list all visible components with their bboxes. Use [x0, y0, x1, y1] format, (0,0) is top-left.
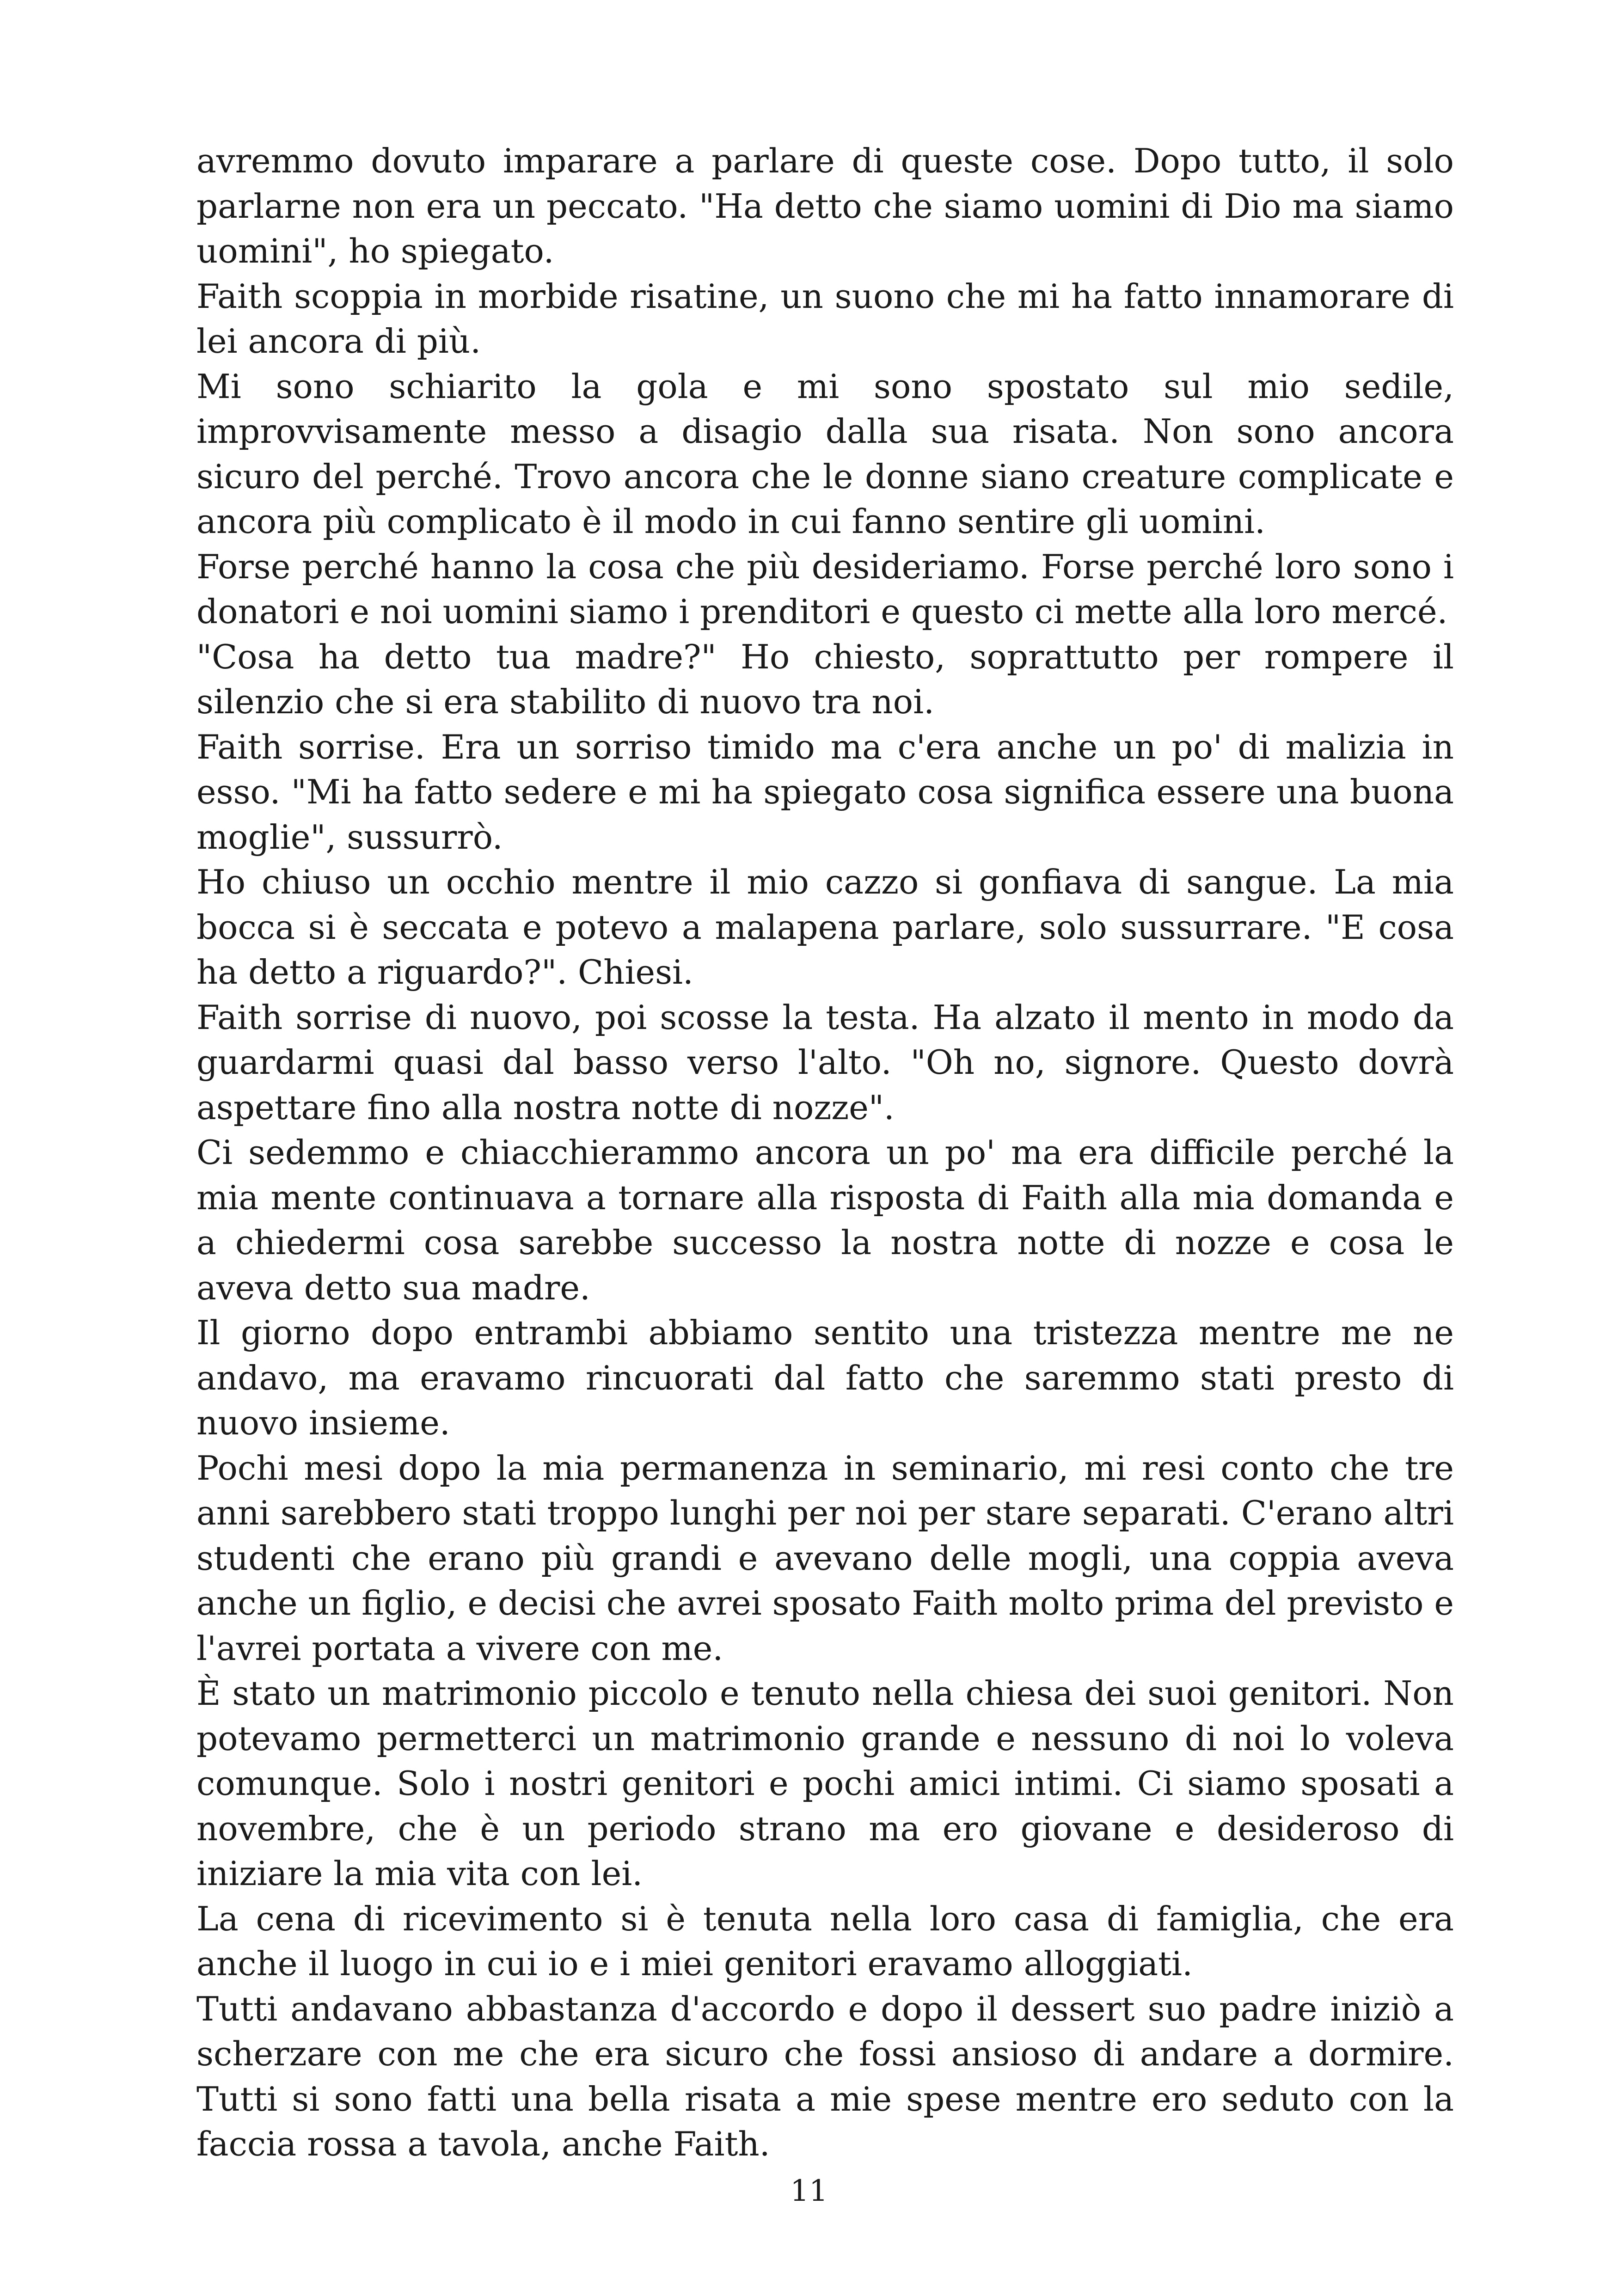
paragraph: "Cosa ha detto tua madre?" Ho chiesto, soprattutto per rompere il silenzio che si era stabilito di nuovo tra noi.: [196, 637, 1454, 721]
paragraph: Ci sedemmo e chiacchierammo ancora un po' ma era difficile perché la mia mente continuava a tornare alla risposta di Faith alla mia domanda e a chiedermi cosa sarebbe successo la nostra notte di nozze e cosa le aveva detto sua madre.: [196, 1133, 1454, 1307]
paragraph: Tutti andavano abbastanza d'accordo e dopo il dessert suo padre iniziò a scherzare con me che era sicuro che fossi ansioso di andare a dormire. Tutti si sono fatti una bella risata a mie spese mentre ero seduto con la faccia rossa a tavola, anche Faith.: [196, 1989, 1454, 2163]
paragraph: Forse perché hanno la cosa che più desideriamo. Forse perché loro sono i donatori e noi uomini siamo i prenditori e questo ci mette alla loro mercé.: [196, 547, 1454, 631]
paragraph: avremmo dovuto imparare a parlare di queste cose. Dopo tutto, il solo parlarne non era un peccato. "Ha detto che siamo uomini di Dio ma siamo uomini", ho spiegato.: [196, 141, 1454, 270]
page-number: 11: [790, 2174, 828, 2208]
paragraph: Pochi mesi dopo la mia permanenza in seminario, mi resi conto che tre anni sarebbero stati troppo lunghi per noi per stare separati. C'erano altri studenti che erano più grandi e avevano delle mogli, una coppia aveva anche un figlio, e decisi che avrei sposato Faith molto prima del previsto e l'avrei portata a vivere con me.: [196, 1448, 1454, 1668]
paragraph: Il giorno dopo entrambi abbiamo sentito una tristezza mentre me ne andavo, ma eravamo rincuorati dal fatto che saremmo stati presto di nuovo insieme.: [196, 1313, 1454, 1442]
paragraph: Faith sorrise di nuovo, poi scosse la testa. Ha alzato il mento in modo da guardarmi quasi dal basso verso l'alto. "Oh no, signore. Questo dovrà aspettare fino alla nostra notte di nozze".: [196, 998, 1454, 1127]
body-text: [196, 139, 1454, 2167]
paragraph: Ho chiuso un occhio mentre il mio cazzo si gonfiava di sangue. La mia bocca si è seccata e potevo a malapena parlare, solo sussurrare. "E cosa ha detto a riguardo?". Chiesi.: [196, 863, 1454, 992]
paragraph: La cena di ricevimento si è tenuta nella loro casa di famiglia, che era anche il luogo in cui io e i miei genitori eravamo alloggiati.: [196, 1899, 1454, 1983]
paragraph: Faith sorrise. Era un sorriso timido ma c'era anche un po' di malizia in esso. "Mi ha fatto sedere e mi ha spiegato cosa significa essere una buona moglie", sussurrò.: [196, 727, 1454, 857]
paragraph: Mi sono schiarito la gola e mi sono spostato sul mio sedile, improvvisamente messo a disagio dalla sua risata. Non sono ancora sicuro del perché. Trovo ancora che le donne siano creature complicate e ancora più complicato è il modo in cui fanno sentire gli uomini.: [196, 367, 1454, 541]
paragraph: Faith scoppia in morbide risatine, un suono che mi ha fatto innamorare di lei ancora di più.: [196, 276, 1454, 361]
paragraph: È stato un matrimonio piccolo e tenuto nella chiesa dei suoi genitori. Non potevamo permetterci un matrimonio grande e nessuno di noi lo voleva comunque. Solo i nostri genitori e pochi amici intimi. Ci siamo sposati a novembre, che è un periodo strano ma ero giovane e desideroso di iniziare la mia vita con lei.: [196, 1674, 1454, 1893]
